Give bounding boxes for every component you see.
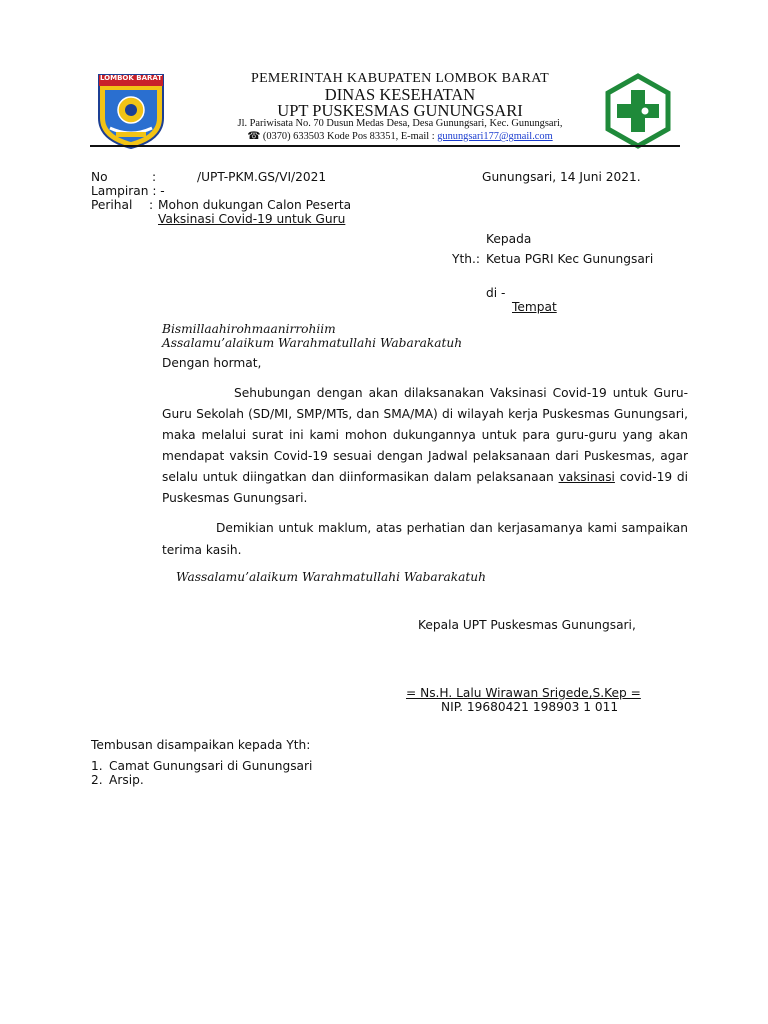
body-paragraph-2: Demikian untuk maklum, atas perhatian dan kerjasamanya kami sampaikan terima kasih. (162, 521, 688, 557)
signatory-nip: NIP. 19680421 198903 1 011 (441, 700, 619, 714)
subject-label: Perihal (91, 198, 133, 212)
body-paragraph-1 (162, 383, 688, 509)
signatory-name: = Ns.H. Lalu Wirawan Srigede,S.Kep = (406, 686, 641, 700)
closing-salam: Wassalamu’alaikum Warahmatullahi Wabarakatuh (176, 570, 487, 584)
signatory-title: Kepala UPT Puskesmas Gunungsari, (418, 618, 636, 632)
recipient-kepada: Kepada (486, 232, 532, 246)
letterhead-unit: UPT PUSKESMAS GUNUNGSARI (277, 101, 523, 120)
subject-line-1: Mohon dukungan Calon Peserta (158, 198, 352, 212)
letter-number: /UPT-PKM.GS/VI/2021 (197, 170, 327, 184)
letterhead-divider (90, 145, 680, 147)
list-item (91, 759, 312, 773)
letterhead-address: Jl. Pariwisata No. 70 Dusun Medas Desa, Desa Gunungsari, Kec. Gunungsari, (237, 118, 563, 129)
paragraph-1-lead: Sehubungan dengan akan dilaksanakan Vaksinasi Covid-19 untuk Guru-Guru Sekolah (SD/MI, SMP/MTs, dan SMA/MA) di wilayah kerja Puskesmas Gunungsari, maka melalui surat ini kami mohon dukungannya untuk para guru-guru yang akan mendapat vaksin Covid-19 sesuai dengan Jadwal pelaksanaan dari Puskesmas, agar selalu untuk diingatkan dan diinformasikan dalam pelaksanaan (162, 386, 688, 484)
list-item (91, 773, 144, 787)
cc-item-text: Camat Gunungsari di Gunungsari (109, 759, 313, 773)
subject-colon: : (149, 198, 154, 212)
opening-salam: Assalamu’alaikum Warahmatullahi Wabarakatuh (162, 336, 463, 350)
logo-banner-text: LOMBOK BARAT (99, 74, 163, 82)
cc-item-text: Arsip. (109, 773, 144, 787)
cc-heading: Tembusan disampaikan kepada Yth: (91, 738, 311, 752)
letter-date: Gunungsari, 14 Juni 2021. (482, 170, 641, 184)
letterhead-contact (160, 130, 640, 142)
cc-item-number: 2. (91, 773, 103, 787)
regency-logo (96, 72, 166, 150)
bismillah: Bismillaahirohmaanirrohiim (162, 322, 336, 336)
paragraph-1-tail: covid-19 di Puskesmas Gunungsari. (162, 470, 688, 505)
greeting: Dengan hormat, (162, 356, 262, 370)
subject-line-2: Vaksinasi Covid-19 untuk Guru (158, 212, 346, 226)
letterhead-department: DINAS KESEHATAN (324, 85, 476, 104)
recipient-yth: Yth.: (452, 252, 480, 266)
paragraph-1-underlined: vaksinasi (558, 470, 615, 484)
number-label: No (91, 170, 108, 184)
number-colon: : (152, 170, 157, 184)
attachment-label: Lampiran : - (91, 184, 165, 198)
recipient-place: Tempat (512, 300, 557, 314)
email-link[interactable]: gunungsari177@gmail.com (437, 131, 553, 142)
recipient-di: di - (486, 286, 506, 300)
cc-item-number: 1. (91, 759, 103, 773)
phone-icon: ☎ (247, 131, 261, 142)
letterhead-government: PEMERINTAH KABUPATEN LOMBOK BARAT (250, 71, 549, 86)
recipient-name: Ketua PGRI Kec Gunungsari (486, 252, 654, 266)
contact-text: (0370) 633503 Kode Pos 83351, E-mail : (262, 131, 438, 142)
